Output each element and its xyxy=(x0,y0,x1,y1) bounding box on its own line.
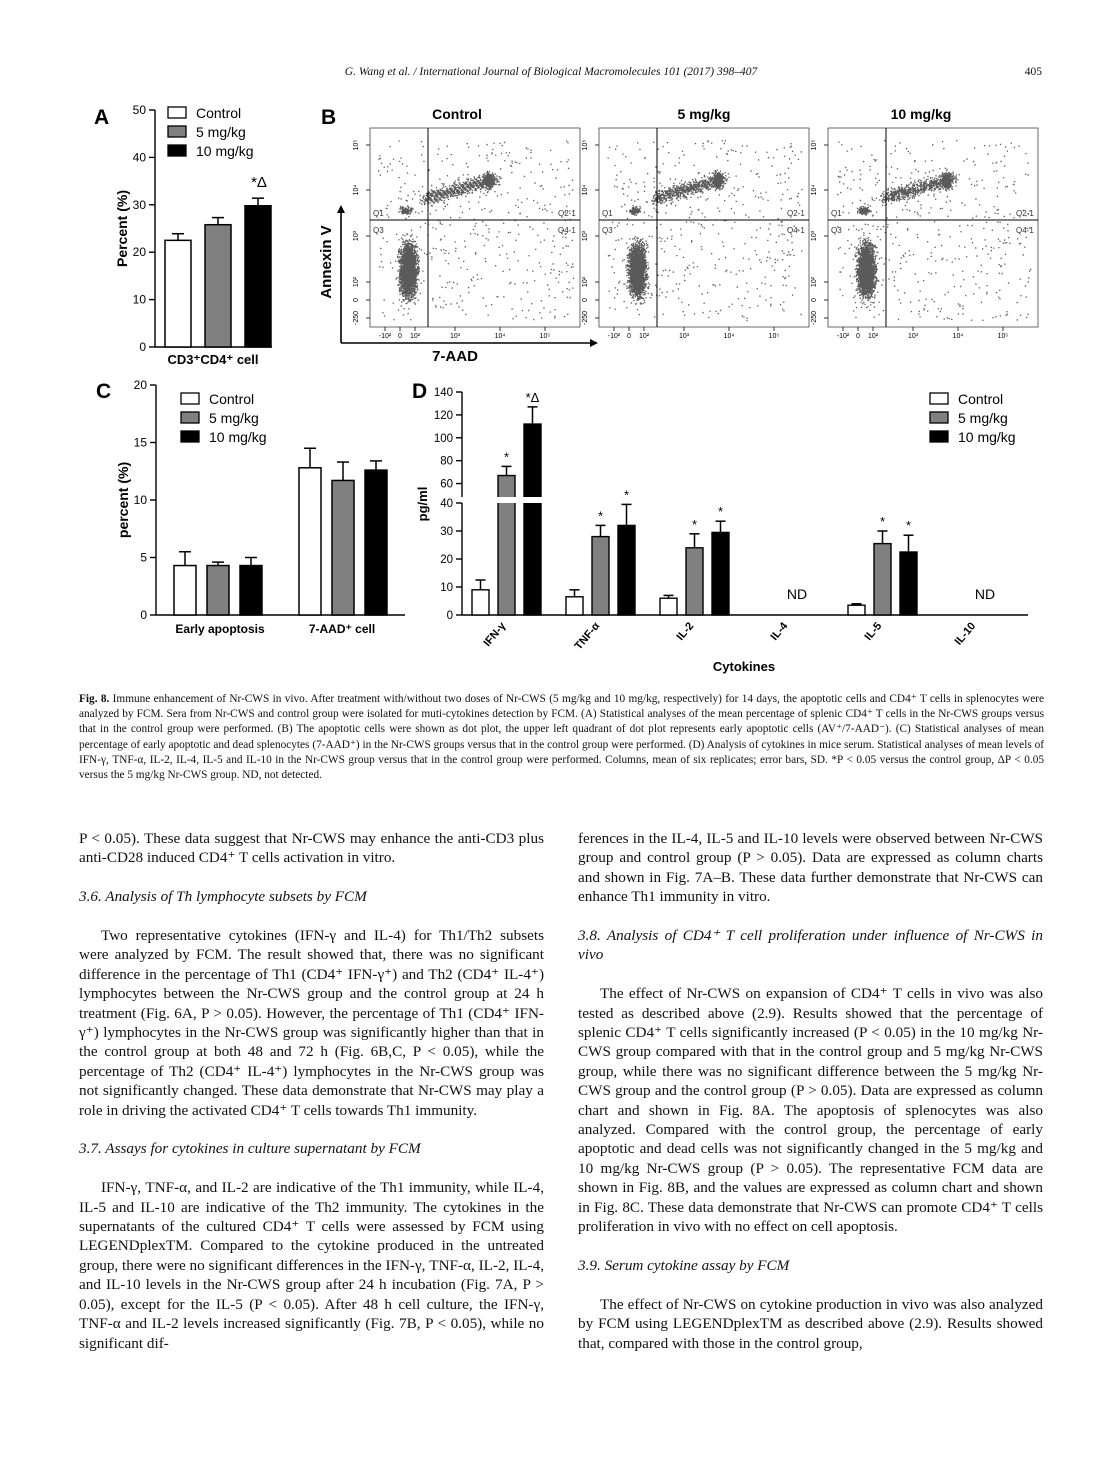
d-bar xyxy=(472,590,489,615)
d-y-tick-label: 100 xyxy=(433,432,453,445)
b-y-tick-label: 0 xyxy=(353,298,360,302)
d-y-tick-label: 140 xyxy=(433,387,453,399)
b-x-tick-label: 10² xyxy=(638,333,650,340)
d-y-tick-label: 10 xyxy=(440,582,453,594)
d-x-category-label: IL-2 xyxy=(674,620,697,643)
b-dot-population xyxy=(378,141,574,321)
b-x-tick-label: 10⁴ xyxy=(494,333,506,340)
b-y-tick-label: 0 xyxy=(811,298,818,302)
b-x-tick-label: 0 xyxy=(627,333,631,340)
b-plot-title: Control xyxy=(432,106,482,122)
d-bar xyxy=(498,476,515,615)
c-bar xyxy=(299,468,321,615)
d-y-tick-label: 30 xyxy=(440,526,453,538)
b-y-arrowhead xyxy=(337,205,345,213)
section-heading-3-7: 3.7. Assays for cytokines in culture supernatant by FCM xyxy=(79,1140,421,1158)
a-legend-label: 5 mg/kg xyxy=(196,124,246,140)
b-y-tick-label: 10⁵ xyxy=(353,139,360,151)
d-significance-mark: *Δ xyxy=(525,389,540,405)
a-legend-label: Control xyxy=(196,105,242,121)
c-x-category-label: 7-AAD⁺ cell xyxy=(308,622,376,636)
figure-8 xyxy=(0,0,1102,690)
d-x-category-label: IL-4 xyxy=(768,620,791,643)
b-x-tick-label: 10³ xyxy=(678,333,690,340)
paragraph: P < 0.05). These data suggest that Nr-CWS may enhance the anti-CD3 plus anti-CD28 induced CD4⁺ T cells activation in vitro. xyxy=(79,830,544,867)
d-bar xyxy=(618,525,635,615)
section-heading-3-6: 3.6. Analysis of Th lymphocyte subsets by FCM xyxy=(79,888,367,906)
d-bar xyxy=(712,532,729,615)
b-x-tick-label: 10⁵ xyxy=(539,333,551,340)
c-y-tick-label: 5 xyxy=(140,550,147,565)
a-bar xyxy=(165,240,191,347)
b-quadrant-label: Q4-1 xyxy=(787,226,805,235)
a-y-tick-label: 20 xyxy=(132,245,146,260)
d-bar xyxy=(524,424,541,615)
b-y-tick-label: -250 xyxy=(811,310,818,326)
a-y-axis-label: Percent (%) xyxy=(114,189,130,268)
a-y-tick-label: 10 xyxy=(132,292,146,307)
a-x-category-label: CD3⁺CD4⁺ cell xyxy=(167,352,259,367)
b-y-tick-label: -250 xyxy=(353,310,360,326)
c-legend-swatch xyxy=(181,393,199,404)
b-y-tick-label: 10³ xyxy=(353,230,360,242)
b-x-tick-label: 10⁵ xyxy=(997,333,1009,340)
panel-letter: A xyxy=(94,106,110,129)
d-bar xyxy=(900,552,917,615)
b-x-tick-label: 10³ xyxy=(449,333,461,340)
panel-letter: C xyxy=(96,380,112,403)
c-y-tick-label: 10 xyxy=(133,493,147,507)
a-legend-swatch xyxy=(168,107,186,118)
a-legend-swatch xyxy=(168,126,186,137)
b-x-tick-label: 10³ xyxy=(907,333,919,340)
paragraph: IFN-γ, TNF-α, and IL-2 are indicative of the Th1 immunity, while IL-4, IL-5 and IL-10 are indicative of the Th2 immunity. The cytokines in the supernatants of the cultured CD4⁺ T cells were assessed by FCM using LEGENDplexTM. Compared to the cytokine produced in the untreated group, there were no significant differences in the IFN-γ, TNF-α, IL-2, IL-4, and IL-10 levels in the Nr-CWS group after 24 h incubation (Fig. 7A, P > 0.05), except for the IL-5 (P < 0.05). After 48 h cell culture, the IFN-γ, TNF-α and IL-2 levels increased significantly (Fig. 7B, P < 0.05), while no significant dif- xyxy=(79,1179,544,1352)
d-y-tick-label: 20 xyxy=(440,554,453,566)
c-y-tick-label: 0 xyxy=(140,608,147,622)
d-not-detected-label: ND xyxy=(974,586,996,602)
section-heading-3-9: 3.9. Serum cytokine assay by FCM xyxy=(578,1256,790,1274)
b-y-tick-label: 10³ xyxy=(811,230,818,242)
b-quadrant-label: Q3 xyxy=(831,226,842,235)
d-bar xyxy=(848,605,865,615)
figure-caption xyxy=(79,692,1044,783)
d-x-category-label: TNF-α xyxy=(572,620,603,653)
b-x-tick-label: -10² xyxy=(607,333,621,340)
b-x-axis-label: 7-AAD xyxy=(432,348,478,365)
d-bar xyxy=(592,537,609,615)
b-quadrant-label: Q2-1 xyxy=(558,209,576,218)
b-x-tick-label: 10⁴ xyxy=(723,333,735,340)
d-significance-mark: * xyxy=(597,508,604,524)
d-bar xyxy=(660,598,677,615)
d-legend-swatch xyxy=(930,431,948,442)
b-x-tick-label: 10⁴ xyxy=(952,333,964,340)
caption-label: Fig. 8. xyxy=(79,693,110,705)
c-bar xyxy=(332,480,354,615)
a-legend-label: 10 mg/kg xyxy=(196,143,254,159)
c-bar xyxy=(365,470,387,615)
paragraph: ferences in the IL-4, IL-5 and IL-10 levels were observed between Nr-CWS group and control group (P > 0.05). Data are expressed as column charts and shown in Fig. 7A–B. These data further demonstrate that Nr-CWS can enhance Th1 immunity in vitro. xyxy=(578,830,1043,906)
d-y-tick-label: 0 xyxy=(446,610,453,622)
b-quadrant-label: Q1 xyxy=(831,209,842,218)
b-y-tick-label: 10⁴ xyxy=(582,184,589,196)
section-heading-3-8: 3.8. Analysis of CD4⁺ T cell proliferation under influence of Nr-CWS in vivo xyxy=(578,927,1043,964)
d-legend-label: 5 mg/kg xyxy=(958,410,1008,426)
journal-citation: G. Wang et al. / International Journal of Biological Macromolecules 101 (2017) 398–407 xyxy=(344,66,758,78)
left-column xyxy=(79,829,544,1353)
b-plot-frame xyxy=(828,128,1038,327)
d-bar xyxy=(686,548,703,615)
b-x-tick-label: 0 xyxy=(398,333,402,340)
d-significance-mark: * xyxy=(503,449,510,465)
panel-letter: B xyxy=(321,106,337,129)
b-y-tick-label: 10² xyxy=(811,276,818,288)
right-column xyxy=(578,829,1043,1353)
d-bar xyxy=(566,597,583,615)
d-significance-mark: * xyxy=(623,487,630,503)
c-legend-swatch xyxy=(181,431,199,442)
d-significance-mark: * xyxy=(879,514,886,529)
b-y-tick-label: 0 xyxy=(582,298,589,302)
b-x-tick-label: 0 xyxy=(856,333,860,340)
c-x-category-label: Early apoptosis xyxy=(175,622,265,636)
b-x-tick-label: 10⁵ xyxy=(768,333,780,340)
b-y-tick-label: 10⁴ xyxy=(353,184,360,196)
d-significance-mark: * xyxy=(905,518,912,534)
caption-text: Immune enhancement of Nr-CWS in vivo. After treatment with/without two doses of Nr-CWS (5 mg/kg and 10 mg/kg, respectively) for 14 days, the apoptotic cells and CD4⁺ T cells in splenocytes were analyzed by FCM. Sera from Nr-CWS and control group were isolated for muti-cytokines detection by FCM. (A) Statistical analyses of the mean percentage of splenic CD4⁺ T cells in the Nr-CWS groups versus that in the control group were performed. (B) The apoptotic cells were shown as dot plot, the upper left quadrant of dot plot represents early apoptotic cells (AV⁺/7-AAD⁻). (C) Statistical analyses of mean percentage of early apoptotic and dead splenocytes (7-AAD⁺) in the Nr-CWS groups versus that in the control group were performed. (D) Analysis of cytokines in mice serum. Statistical analyses of mean levels of IFN-γ, TNF-α, IL-2, IL-4, IL-5 and IL-10 in the Nr-CWS group versus that in the control group were performed. Columns, mean of six replicates; error bars, SD. *P < 0.05 versus the control group, ΔP < 0.05 versus the 5 mg/kg Nr-CWS group. ND, not detected. xyxy=(79,693,1044,782)
b-y-tick-label: 10² xyxy=(582,276,589,288)
a-y-tick-label: 50 xyxy=(132,103,146,117)
b-x-tick-label: -10² xyxy=(836,333,850,340)
b-dot-population xyxy=(608,140,803,321)
page-number: 405 xyxy=(1024,66,1042,78)
b-quadrant-label: Q4-1 xyxy=(558,226,576,235)
d-y-tick-label: 60 xyxy=(440,478,453,491)
b-x-tick-label: -10² xyxy=(378,333,392,340)
panel-letter: D xyxy=(412,380,428,403)
d-x-category-label: IFN-γ xyxy=(481,620,509,649)
paragraph: The effect of Nr-CWS on expansion of CD4⁺ T cells in vivo was also tested as described above (2.9). Results showed that the percentage of splenic CD4⁺ T cells significantly increased (P < 0.05) in the 10 mg/kg Nr-CWS group compared with that in the control group and 5 mg/kg Nr-CWS group, while there was no significant difference between the 5 mg/kg Nr-CWS group and the control group (P > 0.05). Data are expressed as column chart and shown in Fig. 8A. The apoptosis of splenocytes was also analyzed. Compared with the control group, the percentage of early apoptotic and dead cells was not significantly changed in the 5 mg/kg and 10 mg/kg Nr-CWS group (P > 0.05). The representative FCM data are shown in Fig. 8B, and the values are expressed as column chart and shown in Fig. 8C. These data demonstrate that Nr-CWS can promote CD4⁺ T cells proliferation in vivo with no effect on cell apoptosis. xyxy=(578,985,1043,1236)
b-x-arrowhead xyxy=(590,339,598,347)
b-y-axis-label: Annexin V xyxy=(318,225,335,299)
c-bar xyxy=(207,566,229,615)
b-quadrant-label: Q4-1 xyxy=(1016,226,1034,235)
a-legend-swatch xyxy=(168,145,186,156)
b-quadrant-label: Q3 xyxy=(602,226,613,235)
b-y-tick-label: 10⁵ xyxy=(582,139,589,151)
d-x-axis-label: Cytokines xyxy=(712,659,776,674)
a-y-tick-label: 30 xyxy=(132,197,146,212)
a-y-tick-label: 40 xyxy=(132,150,146,165)
c-y-axis-label: percent (%) xyxy=(115,461,131,539)
a-bar xyxy=(205,225,231,347)
paragraph: The effect of Nr-CWS on cytokine production in vivo was also analyzed by FCM using LEGENDplexTM as described above (2.9). Results showed that, compared with those in the control group, xyxy=(578,1295,1043,1352)
c-y-tick-label: 15 xyxy=(133,435,147,450)
d-bar xyxy=(874,544,891,615)
b-y-tick-label: 10⁴ xyxy=(811,184,818,196)
b-plot-title: 5 mg/kg xyxy=(677,106,731,122)
d-axis-break-gap xyxy=(492,497,552,503)
c-y-tick-label: 20 xyxy=(133,378,147,392)
b-plot-title: 10 mg/kg xyxy=(890,106,952,122)
d-legend-swatch xyxy=(930,393,948,404)
b-x-tick-label: 10² xyxy=(409,333,421,340)
c-legend-label: 5 mg/kg xyxy=(209,410,259,426)
c-legend-label: Control xyxy=(209,391,255,407)
b-quadrant-label: Q2-1 xyxy=(1016,209,1034,218)
d-y-tick-label: 120 xyxy=(433,409,453,422)
d-legend-label: Control xyxy=(958,391,1004,407)
d-not-detected-label: ND xyxy=(786,586,808,602)
b-x-tick-label: 10² xyxy=(867,333,879,340)
c-bar xyxy=(240,566,262,615)
c-bar xyxy=(174,566,196,615)
d-y-tick-label: 40 xyxy=(440,498,453,510)
paragraph: Two representative cytokines (IFN-γ and IL-4) for Th1/Th2 subsets were analyzed by FCM. The result showed that, there was no significant difference in the percentage of Th1 (CD4⁺ IFN-γ⁺) and Th2 (CD4⁺ IL-4⁺) lymphocytes between the Nr-CWS group and the control group at 24 h treatment (Fig. 6A, P > 0.05). However, the percentage of Th1 (CD4⁺ IFN-γ⁺) lymphocytes in the Nr-CWS group was significantly higher than that in the control group at both 48 and 72 h (Fig. 6B,C, P < 0.05), while the percentage of Th2 (CD4⁺ IL-4⁺) lymphocytes in the Nr-CWS group was not significantly changed. These data demonstrate that Nr-CWS may play a role in driving the activated CD4⁺ T cells towards Th1 immunity. xyxy=(79,927,544,1119)
b-y-tick-label: 10² xyxy=(353,276,360,288)
d-y-tick-label: 80 xyxy=(440,455,453,468)
b-y-tick-label: 10⁵ xyxy=(811,139,818,151)
b-y-tick-label: 10³ xyxy=(582,230,589,242)
b-y-tick-label: -250 xyxy=(582,310,589,326)
b-quadrant-label: Q2-1 xyxy=(787,209,805,218)
d-x-category-label: IL-5 xyxy=(862,620,885,643)
b-quadrant-label: Q1 xyxy=(373,209,384,218)
b-quadrant-label: Q1 xyxy=(602,209,613,218)
b-dot-population xyxy=(837,140,1031,321)
c-legend-label: 10 mg/kg xyxy=(209,429,267,445)
d-y-axis-label: pg/ml xyxy=(415,486,430,522)
d-significance-mark: * xyxy=(691,516,698,532)
c-legend-swatch xyxy=(181,412,199,423)
d-x-category-label: IL-10 xyxy=(952,620,979,648)
d-legend-swatch xyxy=(930,412,948,423)
a-y-tick-label: 0 xyxy=(139,340,146,354)
a-significance-mark: *Δ xyxy=(251,174,267,191)
d-significance-mark: * xyxy=(717,504,724,520)
a-bar xyxy=(245,206,271,347)
d-legend-label: 10 mg/kg xyxy=(958,429,1016,445)
b-quadrant-label: Q3 xyxy=(373,226,384,235)
